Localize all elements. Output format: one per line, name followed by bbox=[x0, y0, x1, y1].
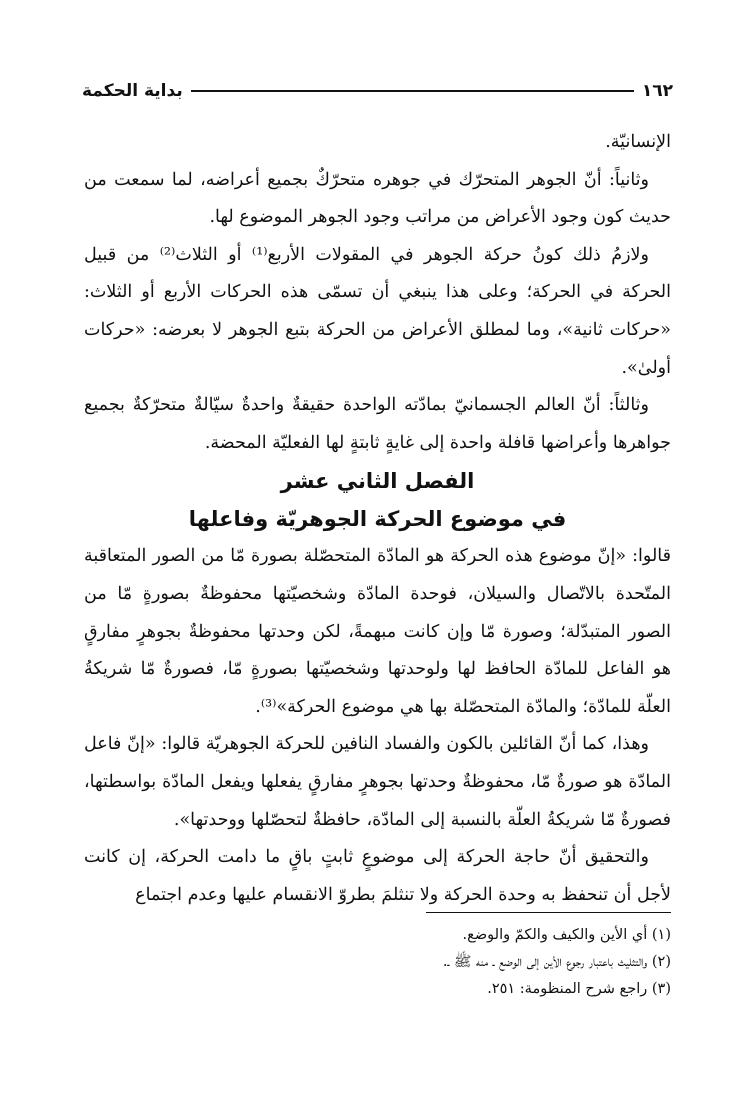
chapter-title: في موضوع الحركة الجوهريّة وفاعلها bbox=[188, 507, 567, 532]
paragraph: وهذا، كما أنّ القائلين بالكون والفساد النافين للحركة الجوهريّة قالوا: «إنّ فاعل المادّة هو صورةٌ مّا، محفوظةٌ وحدتها بجوهرٍ مفارقٍ يفعلها ويفعل المادّة بواسطتها، فصورةٌ مّا شريكةُ العلّة بالنسبة إلى المادّة، حافظةٌ لتحصّلها ووحدتها». bbox=[84, 734, 671, 830]
header-rule bbox=[191, 90, 634, 92]
book-title: بداية الحكمة bbox=[82, 81, 183, 101]
footnotes bbox=[84, 922, 671, 1003]
paragraph: ولازمُ ذلك كونُ حركة الجوهر في المقولات الأربع⁽¹⁾ أو الثلاث⁽²⁾ من قبيل الحركة في الحركة؛ وعلى هذا ينبغي أن تسمّى هذه الحركات الأربع أو الثلاث: «حركات ثانية»، وما لمطلق الأعراض من الحركة بتبع الجوهر لا بعرضه: «حركات أولىٰ». bbox=[84, 244, 671, 378]
paragraph: وثانياً: أنّ الجوهر المتحرّك في جوهره متحرّكٌ بجميع أعراضه، لما سمعت من حديث كون وجود الأعراض من مراتب وجود الجوهر الموضوع لها. bbox=[84, 169, 671, 228]
running-header bbox=[82, 76, 673, 106]
footnote: (١) أي الأين والكيف والكمّ والوضع. bbox=[462, 927, 671, 943]
paragraph: قالوا: «إنّ موضوع هذه الحركة هو المادّة المتحصّلة بصورة مّا من الصور المتعاقبة المتّحدة بالاتّصال والسيلان، فوحدة المادّة وشخصيّتها محفوظةٌ بصورةٍ مّا من الصور المتبدّلة؛ وصورة مّا وإن كانت مبهمةً، لكن وحدتها محفوظةٌ بجوهرٍ مفارقٍ هو الفاعل للمادّة الحافظ لها ولوحدتها وشخصيّتها بصورةٍ مّا، فصورةٌ مّا شريكةُ العلّة للمادّة؛ والمادّة المتحصّلة بها هي موضوع الحركة»⁽³⁾. bbox=[84, 546, 671, 717]
page-number: ١٦٢ bbox=[641, 81, 673, 101]
paragraph: والتحقيق أنّ حاجة الحركة إلى موضوعٍ ثابتٍ باقٍ ما دامت الحركة، إن كانت لأجل أن تنحفظ به وحدة الحركة ولا تنثلمَ بطروّ الانقسام عليها وعدم اجتماع bbox=[84, 847, 671, 905]
paragraph: الإنسانيّة. bbox=[605, 132, 671, 152]
footnote: (٢) والتثليث باعتبار رجوع الأين إلى الوضع ـ منه ﷺ ـ. bbox=[442, 954, 671, 970]
page-body bbox=[84, 124, 671, 914]
footnote-separator bbox=[426, 912, 671, 913]
paragraph: وثالثاً: أنّ العالم الجسمانيّ بمادّته الواحدة حقيقةٌ واحدةٌ سيّالةٌ متحرّكةٌ بجميع جواهرها وأعراضها قافلة واحدة إلى غايةٍ ثابتةٍ لها الفعليّة المحضة. bbox=[84, 395, 671, 453]
chapter-heading: الفصل الثاني عشر bbox=[280, 469, 475, 494]
footnote: (٣) راجع شرح المنظومة: ٢٥١. bbox=[487, 981, 671, 997]
